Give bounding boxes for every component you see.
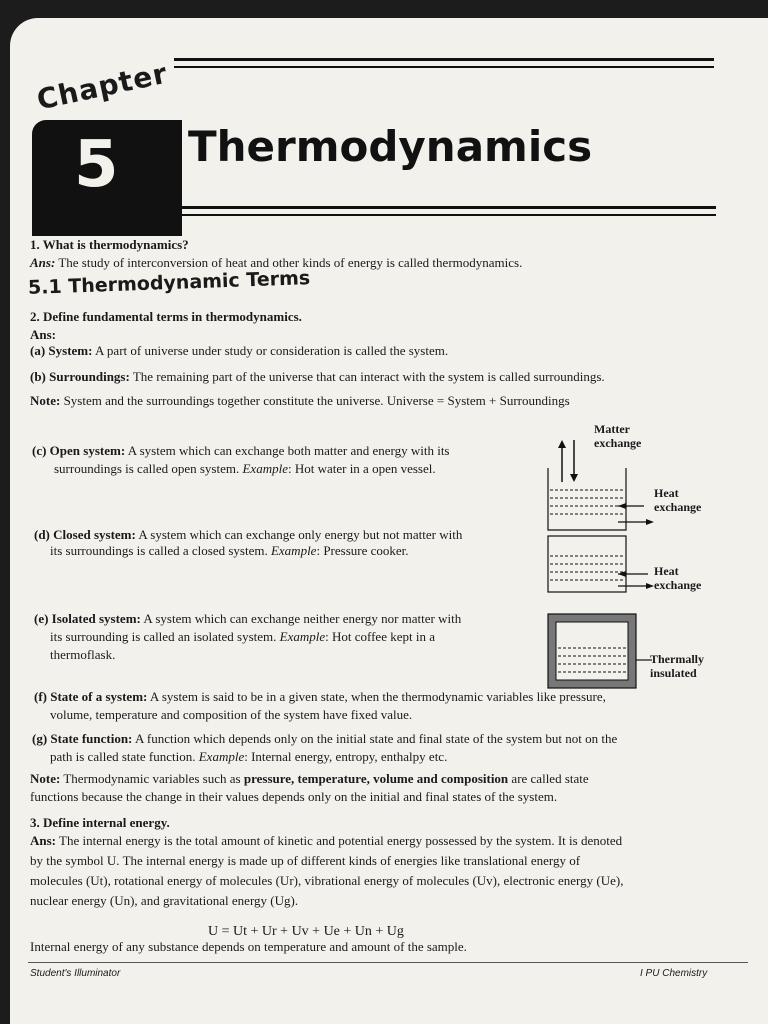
answer-3-line2: by the symbol U. The internal energy is made up of different kinds of energies like translational energy of xyxy=(30,853,581,868)
term-system xyxy=(30,342,448,359)
example-label: Example xyxy=(270,543,317,558)
term-label: (e) Isolated system: xyxy=(34,611,141,626)
note-universe xyxy=(30,392,570,409)
term-text: its surroundings is called a closed system. xyxy=(50,543,268,558)
term-isolated-system-line1 xyxy=(34,610,461,627)
term-isolated-system-line2 xyxy=(50,628,435,645)
header-rule-top xyxy=(174,58,714,61)
answer-3-closing: Internal energy of any substance depends on temperature and amount of the sample. xyxy=(30,939,467,954)
question-3: 3. Define internal energy. xyxy=(30,815,170,830)
term-isolated-system-line3: thermoflask. xyxy=(50,647,116,662)
chapter-title: Thermodynamics xyxy=(188,122,593,171)
note-state-functions-line1 xyxy=(30,770,589,787)
chapter-number-box xyxy=(32,120,182,236)
note-label: Note: xyxy=(30,771,61,786)
question-2: 2. Define fundamental terms in thermodynamics. xyxy=(30,309,302,324)
note-bold-text: pressure, temperature, volume and composition xyxy=(243,771,509,786)
footer-rule xyxy=(28,962,748,963)
example-label: Example xyxy=(279,629,326,644)
answer-3-line4: nuclear energy (Un), and gravitational energy (Ug). xyxy=(30,893,299,908)
example-label: Example xyxy=(198,749,245,764)
section-heading: 5.1 Thermodynamic Terms xyxy=(27,267,311,299)
example-text: : Hot water in a open vessel. xyxy=(287,461,436,476)
open-heat-exchange-label: Heat exchange xyxy=(654,486,702,514)
header-rule-bottom-2 xyxy=(176,214,716,216)
example-label: Example xyxy=(242,461,288,476)
term-label: (d) Closed system: xyxy=(34,527,136,542)
term-surroundings xyxy=(30,368,605,385)
note-text: Thermodynamic variables such as xyxy=(63,771,241,786)
term-open-system-line1 xyxy=(32,442,450,459)
question-1: 1. What is thermodynamics? xyxy=(30,237,189,252)
closed-system-diagram xyxy=(544,534,654,596)
term-open-system-line2 xyxy=(54,460,436,477)
note-state-functions-line2: functions because the change in their values depends only on the initial and final states of the system. xyxy=(30,789,558,804)
term-text: surroundings is called open system. xyxy=(54,461,240,476)
term-label: (g) State function: xyxy=(32,731,133,746)
term-closed-system-line2 xyxy=(50,542,409,559)
note-label: Note: xyxy=(30,393,61,408)
term-state-line1 xyxy=(34,688,606,705)
answer-2-prefix: Ans: xyxy=(30,327,57,342)
open-system-diagram xyxy=(544,438,654,538)
footer-left: Student's Illuminator xyxy=(30,968,121,979)
chapter-number: 5 xyxy=(74,128,119,202)
example-text: : Hot coffee kept in a xyxy=(325,629,435,644)
answer-3-line1 xyxy=(30,832,622,849)
internal-energy-equation: U = Ut + Ur + Uv + Ue + Un + Ug xyxy=(208,924,404,939)
example-text: : Internal energy, entropy, enthalpy etc. xyxy=(244,749,448,764)
term-state-function-line2 xyxy=(50,748,447,765)
answer-prefix: Ans: xyxy=(30,833,57,848)
note-text: System and the surroundings together constitute the universe. Universe = System + Surroundings xyxy=(63,393,570,408)
term-text: its surrounding is called an isolated system. xyxy=(50,629,277,644)
term-text: A system which can exchange neither energy nor matter with xyxy=(143,611,462,626)
term-text: A system is said to be in a given state, when the thermodynamic variables like pressure, xyxy=(149,689,606,704)
term-text: A function which depends only on the initial state and final state of the system but not on the xyxy=(134,731,618,746)
term-text: A system which can exchange only energy but not matter with xyxy=(138,527,463,542)
term-text: A part of universe under study or consideration is called the system. xyxy=(95,343,449,358)
term-label: (c) Open system: xyxy=(32,443,126,458)
term-label: (a) System: xyxy=(30,343,93,358)
example-text: : Pressure cooker. xyxy=(316,543,409,558)
term-text: A system which can exchange both matter and energy with its xyxy=(127,443,450,458)
closed-heat-exchange-label: Heat exchange xyxy=(654,564,702,592)
matter-exchange-label: Matter exchange xyxy=(594,422,642,450)
term-closed-system-line1 xyxy=(34,526,462,543)
answer-3-line3: molecules (Ut), rotational energy of molecules (Ur), vibrational energy of molecules (Uv), electronic energy (Ue), xyxy=(30,873,624,888)
thermally-insulated-label: Thermally insulated xyxy=(650,652,704,680)
answer-text: The study of interconversion of heat and other kinds of energy is called thermodynamics. xyxy=(58,255,523,270)
term-label: (b) Surroundings: xyxy=(30,369,130,384)
answer-text: The internal energy is the total amount of kinetic and potential energy possessed by the system. It is denoted xyxy=(59,833,623,848)
term-state-line2: volume, temperature and composition of the system have fixed value. xyxy=(50,707,413,722)
isolated-system-diagram xyxy=(544,612,654,690)
note-text: are called state xyxy=(511,771,589,786)
header-rule-top-2 xyxy=(174,66,714,68)
term-label: (f) State of a system: xyxy=(34,689,148,704)
term-state-function-line1 xyxy=(32,730,617,747)
answer-prefix: Ans: xyxy=(30,255,56,270)
chapter-label: Chapter xyxy=(34,56,171,117)
header-rule-bottom xyxy=(176,206,716,209)
book-page xyxy=(10,18,768,1024)
term-text: The remaining part of the universe that can interact with the system is called surroundings. xyxy=(132,369,605,384)
footer-right: I PU Chemistry xyxy=(640,968,708,979)
term-text: path is called state function. xyxy=(50,749,196,764)
